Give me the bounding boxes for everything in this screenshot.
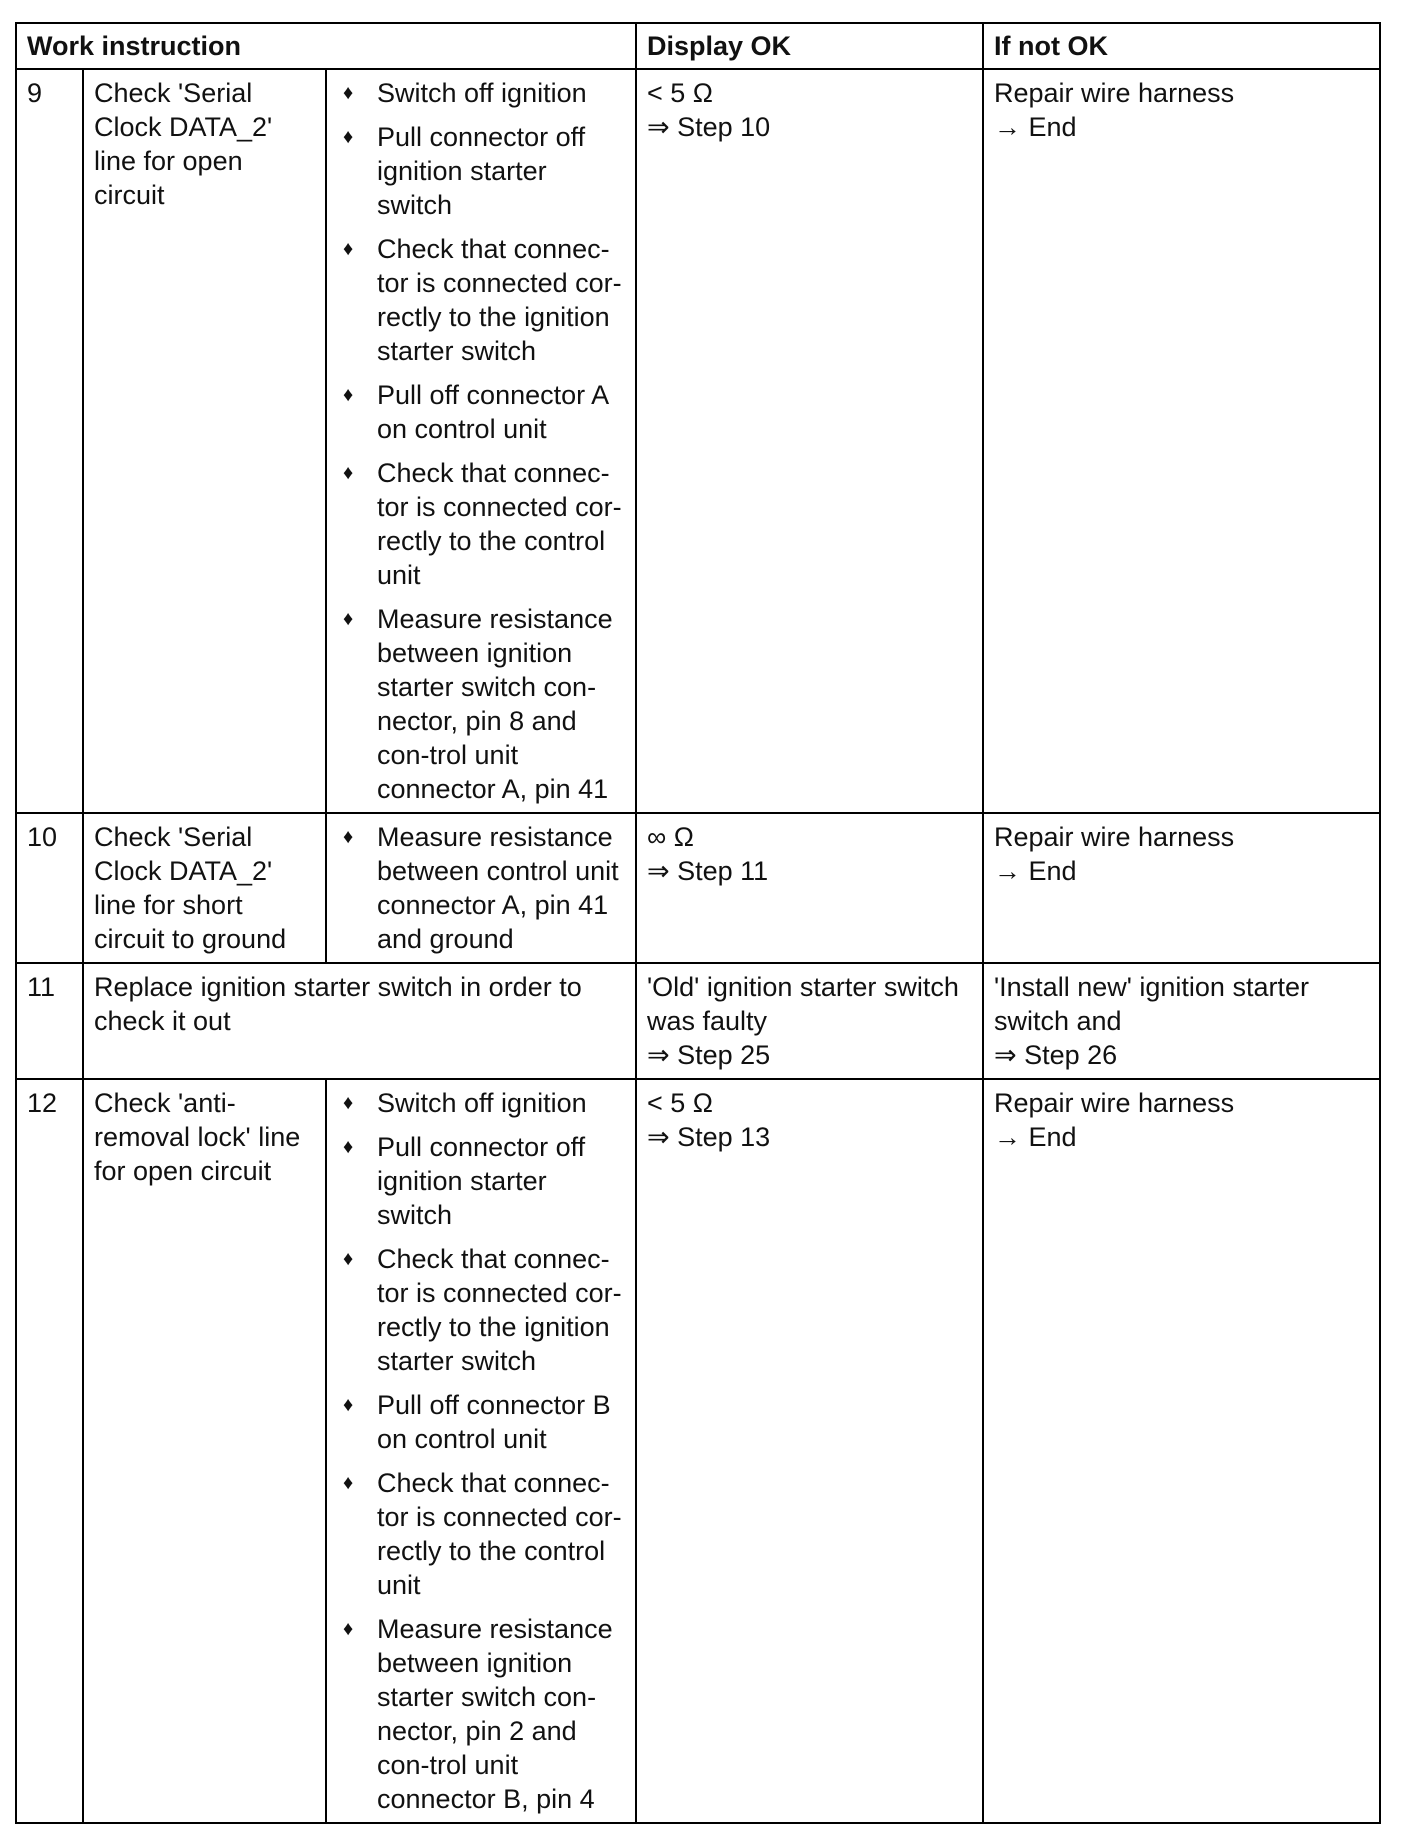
if-not-ok-cell (983, 69, 1380, 813)
action-item: ♦ Measure resistance between ignition starter switch con-nector, pin 2 and con-trol unit connector B, pin 4 (343, 1614, 613, 1814)
action-item: ♦ Pull off connector B on control unit (343, 1390, 611, 1454)
if-not-ok-next: → End (994, 856, 1077, 886)
display-ok-next-step: ⇒ Step 25 (647, 1040, 771, 1070)
action-item: ♦ Switch off ignition (343, 78, 587, 108)
action-list (337, 76, 625, 806)
display-ok-cell (636, 69, 983, 813)
display-ok-value: < 5 Ω (647, 78, 713, 108)
check-description: Check 'Serial Clock DATA_2' line for short circuit to ground (83, 813, 326, 963)
if-not-ok-next: ⇒ Step 26 (994, 1040, 1118, 1070)
step-number: 11 (16, 963, 83, 1079)
diamond-bullet-icon: ♦ (343, 1394, 354, 1416)
diamond-bullet-icon: ♦ (343, 1248, 354, 1270)
display-ok-next-step: ⇒ Step 11 (647, 856, 769, 886)
action-list-cell (326, 1079, 636, 1823)
diamond-bullet-icon: ♦ (343, 126, 354, 148)
diamond-bullet-icon: ♦ (343, 1136, 354, 1158)
action-item: ♦ Switch off ignition (343, 1088, 587, 1118)
action-list-cell (326, 813, 636, 963)
action-item: ♦ Measure resistance between control unit connector A, pin 41 and ground (343, 822, 619, 954)
table-row-step-11 (16, 963, 1380, 1079)
step-number: 12 (16, 1079, 83, 1823)
display-ok-cell (636, 1079, 983, 1823)
display-ok-cell (636, 813, 983, 963)
if-not-ok-next: → End (994, 112, 1077, 142)
if-not-ok-action: Repair wire harness (994, 1088, 1235, 1118)
diamond-bullet-icon: ♦ (343, 826, 354, 848)
diamond-bullet-icon: ♦ (343, 608, 354, 630)
diamond-bullet-icon: ♦ (343, 1472, 354, 1494)
if-not-ok-cell (983, 963, 1380, 1079)
action-item: ♦ Check that connec-tor is connected cor-rectly to the ignition starter switch (343, 234, 622, 366)
diamond-bullet-icon: ♦ (343, 238, 354, 260)
header-work-instruction: Work instruction (16, 23, 636, 69)
display-ok-cell (636, 963, 983, 1079)
display-ok-next-step: ⇒ Step 10 (647, 112, 771, 142)
header-display-ok: Display OK (636, 23, 983, 69)
action-item: ♦ Check that connec-tor is connected cor-rectly to the control unit (343, 1468, 622, 1600)
header-row (16, 23, 1380, 69)
check-description: Check 'Serial Clock DATA_2' line for open circuit (83, 69, 326, 813)
display-ok-next-step: ⇒ Step 13 (647, 1122, 771, 1152)
work-instruction-table (15, 22, 1381, 1824)
action-item: ♦ Pull off connector A on control unit (343, 380, 608, 444)
if-not-ok-cell (983, 1079, 1380, 1823)
table-row-step-10 (16, 813, 1380, 963)
if-not-ok-action: Repair wire harness (994, 78, 1235, 108)
action-item: ♦ Check that connec-tor is connected cor-rectly to the control unit (343, 458, 622, 590)
check-description: Check 'anti-removal lock' line for open circuit (83, 1079, 326, 1823)
action-item: ♦ Pull connector off ignition starter switch (343, 1132, 586, 1230)
diamond-bullet-icon: ♦ (343, 384, 354, 406)
action-list (337, 820, 625, 956)
header-if-not-ok: If not OK (983, 23, 1380, 69)
display-ok-value: 'Old' ignition starter switch was faulty (647, 972, 959, 1036)
diamond-bullet-icon: ♦ (343, 1618, 354, 1640)
instruction-text: Replace ignition starter switch in order to check it out (83, 963, 636, 1079)
action-list-cell (326, 69, 636, 813)
table-row-step-9 (16, 69, 1380, 813)
if-not-ok-action: 'Install new' ignition starter switch and (994, 972, 1309, 1036)
table-row-step-12 (16, 1079, 1380, 1823)
if-not-ok-next: → End (994, 1122, 1077, 1152)
action-item: ♦ Pull connector off ignition starter switch (343, 122, 586, 220)
display-ok-value: < 5 Ω (647, 1088, 713, 1118)
diamond-bullet-icon: ♦ (343, 82, 354, 104)
if-not-ok-action: Repair wire harness (994, 822, 1235, 852)
display-ok-value: ∞ Ω (647, 822, 694, 852)
action-item: ♦ Measure resistance between ignition starter switch con-nector, pin 8 and con-trol unit connector A, pin 41 (343, 604, 613, 804)
action-item: ♦ Check that connec-tor is connected cor-rectly to the ignition starter switch (343, 1244, 622, 1376)
action-list (337, 1086, 625, 1816)
diamond-bullet-icon: ♦ (343, 1092, 354, 1114)
step-number: 10 (16, 813, 83, 963)
step-number: 9 (16, 69, 83, 813)
if-not-ok-cell (983, 813, 1380, 963)
diamond-bullet-icon: ♦ (343, 462, 354, 484)
